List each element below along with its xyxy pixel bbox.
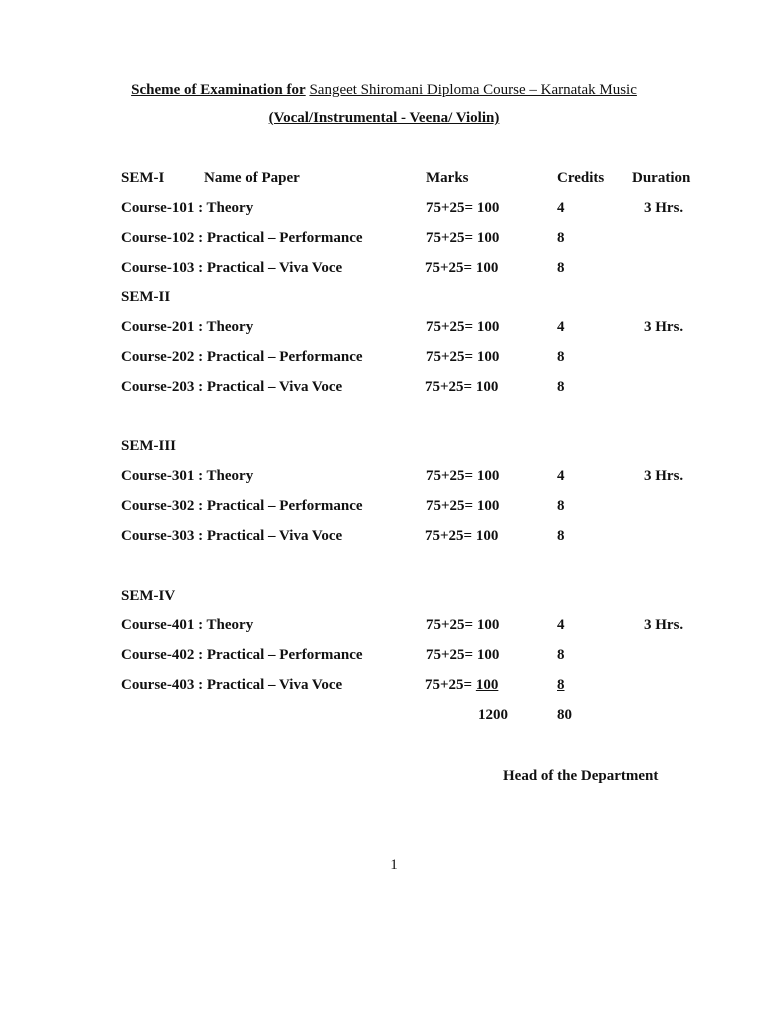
header-name-of-paper: Name of Paper [204, 170, 300, 186]
course-marks: 75+25= 100 [426, 230, 500, 246]
course-credits: 4 [557, 200, 565, 216]
course-name: Course-201 : Theory [121, 319, 254, 335]
document-title [0, 82, 768, 99]
course-credits: 4 [557, 468, 565, 484]
course-name: Course-202 : Practical – Performance [121, 349, 363, 365]
title-course: Sangeet Shiromani Diploma Course – Karnatak Music [309, 82, 637, 98]
table-row [0, 230, 768, 250]
course-duration: 3 Hrs. [644, 200, 684, 216]
table-row [0, 617, 768, 637]
course-name: Course-101 : Theory [121, 200, 254, 216]
header-marks: Marks [426, 170, 469, 186]
course-duration: 3 Hrs. [644, 617, 684, 633]
course-credits: 8 [557, 260, 565, 276]
course-name: Course-302 : Practical – Performance [121, 498, 363, 514]
course-duration: 3 Hrs. [644, 319, 684, 335]
sem-label-2: SEM-II [121, 289, 171, 305]
course-marks: 75+25= 100 [426, 498, 500, 514]
course-credits: 8 [557, 498, 565, 514]
total-marks: 1200 [478, 707, 508, 723]
course-name: Course-403 : Practical – Viva Voce [121, 677, 343, 693]
total-credits: 80 [557, 707, 572, 723]
table-row [0, 677, 768, 697]
table-row [0, 647, 768, 667]
course-name: Course-103 : Practical – Viva Voce [121, 260, 343, 276]
course-marks: 75+25= 100 [426, 617, 500, 633]
course-duration: 3 Hrs. [644, 468, 684, 484]
course-credits: 8 [557, 230, 565, 246]
table-header [0, 170, 768, 190]
table-row [0, 200, 768, 220]
signature-line: Head of the Department [503, 768, 659, 784]
course-name: Course-203 : Practical – Viva Voce [121, 379, 343, 395]
semester-heading [0, 289, 768, 309]
marks-prefix: 75+25= [425, 677, 476, 693]
course-name: Course-102 : Practical – Performance [121, 230, 363, 246]
course-name: Course-402 : Practical – Performance [121, 647, 363, 663]
header-credits: Credits [557, 170, 605, 186]
course-credits: 8 [557, 349, 565, 365]
course-name: Course-401 : Theory [121, 617, 254, 633]
course-credits: 4 [557, 319, 565, 335]
sem-label-1: SEM-I [121, 170, 165, 186]
course-marks: 75+25= 100 [425, 260, 499, 276]
course-marks: 75+25= 100 [426, 349, 500, 365]
marks-value: 100 [475, 677, 499, 693]
course-marks: 75+25= 100 [425, 379, 499, 395]
course-marks: 75+25= 100 [426, 647, 500, 663]
course-name: Course-301 : Theory [121, 468, 254, 484]
page-number: 1 [390, 857, 398, 873]
course-credits: 8 [557, 528, 565, 544]
document-subtitle: (Vocal/Instrumental - Veena/ Violin) [268, 110, 500, 126]
table-row [0, 319, 768, 339]
course-credits: 8 [557, 647, 565, 663]
course-marks: 75+25= 100 [426, 319, 500, 335]
course-name: Course-303 : Practical – Viva Voce [121, 528, 343, 544]
course-credits: 4 [557, 617, 565, 633]
sem-label-4: SEM-IV [121, 588, 176, 604]
course-credits: 8 [557, 677, 565, 693]
course-marks [425, 677, 498, 694]
header-duration: Duration [632, 170, 691, 186]
table-row [0, 349, 768, 369]
title-prefix: Scheme of Examination for [131, 82, 306, 98]
course-credits: 8 [557, 379, 565, 395]
table-row [0, 260, 768, 280]
semester-heading [0, 588, 768, 608]
table-row [0, 498, 768, 518]
table-row [0, 528, 768, 548]
table-row [0, 468, 768, 488]
sem-label-3: SEM-III [121, 438, 177, 454]
course-marks: 75+25= 100 [426, 468, 500, 484]
totals-row [0, 707, 768, 727]
course-marks: 75+25= 100 [426, 200, 500, 216]
course-marks: 75+25= 100 [425, 528, 499, 544]
semester-heading [0, 438, 768, 458]
table-row [0, 379, 768, 399]
